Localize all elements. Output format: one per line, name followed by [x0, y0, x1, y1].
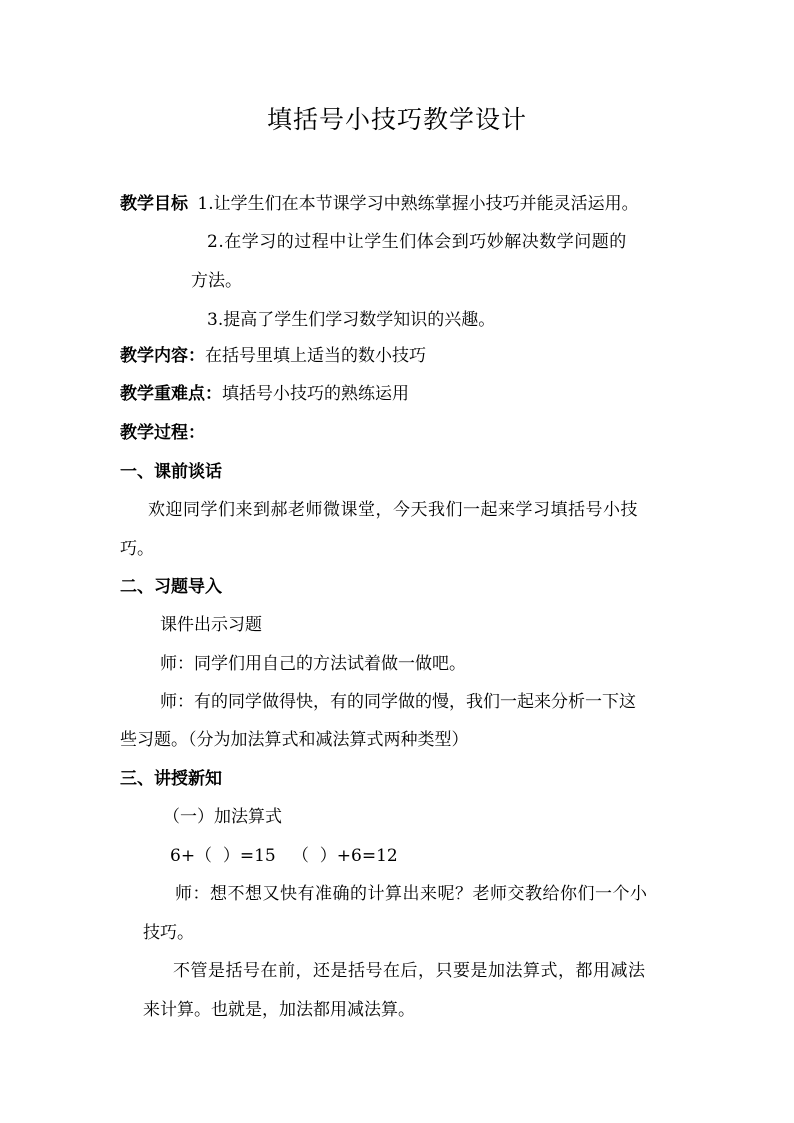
addition-equations: 6+（ ）=15 （ ）+6=12	[170, 846, 398, 866]
section-1-para-line-2: 巧。	[120, 539, 154, 559]
section-1-heading: 一、课前谈话	[120, 462, 222, 482]
section-2-heading: 二、习题导入	[120, 577, 222, 597]
rule-line-1: 不管是括号在前，还是括号在后，只要是加法算式，都用减法	[173, 961, 646, 981]
goal-item-1: 1.让学生们在本节课学习中熟练掌握小技巧并能灵活运用。	[197, 194, 639, 214]
section-3-heading: 三、讲授新知	[120, 769, 222, 789]
section-2-line-3: 师：有的同学做得快，有的同学做的慢，我们一起来分析一下这	[160, 692, 636, 712]
goals-label: 教学目标	[120, 194, 188, 214]
key-points-row	[120, 383, 409, 405]
content-label: 教学内容：	[120, 346, 205, 366]
goals-row-1	[120, 193, 639, 215]
content-row	[120, 345, 426, 367]
page-title: 填括号小技巧教学设计	[266, 105, 527, 134]
rule-line-2: 来计算。也就是，加法都用减法算。	[143, 1000, 415, 1020]
teacher-line-1: 师：想不想又快有准确的计算出来呢？老师交教给你们一个小	[175, 884, 648, 904]
goal-item-2-line-1: 2.在学习的过程中让学生们体会到巧妙解决数学问题的	[207, 232, 627, 252]
goal-item-2-line-2: 方法。	[191, 271, 242, 291]
key-points-label: 教学重难点：	[120, 384, 222, 404]
section-1-para-line-1: 欢迎同学们来到郝老师微课堂，今天我们一起来学习填括号小技	[148, 500, 638, 520]
section-2-line-4: 些习题。（分为加法算式和减法算式两种类型）	[120, 730, 469, 750]
section-3-sub-1: （一）加法算式	[163, 807, 282, 827]
content-text: 在括号里填上适当的数小技巧	[205, 346, 426, 366]
goal-item-3: 3.提高了学生们学习数学知识的兴趣。	[207, 310, 496, 330]
teacher-line-2: 技巧。	[143, 923, 194, 943]
process-label: 教学过程：	[120, 423, 205, 443]
section-2-line-2: 师：同学们用自己的方法试着做一做吧。	[160, 654, 466, 674]
section-2-line-1: 课件出示习题	[160, 615, 262, 635]
key-points-text: 填括号小技巧的熟练运用	[222, 384, 409, 404]
